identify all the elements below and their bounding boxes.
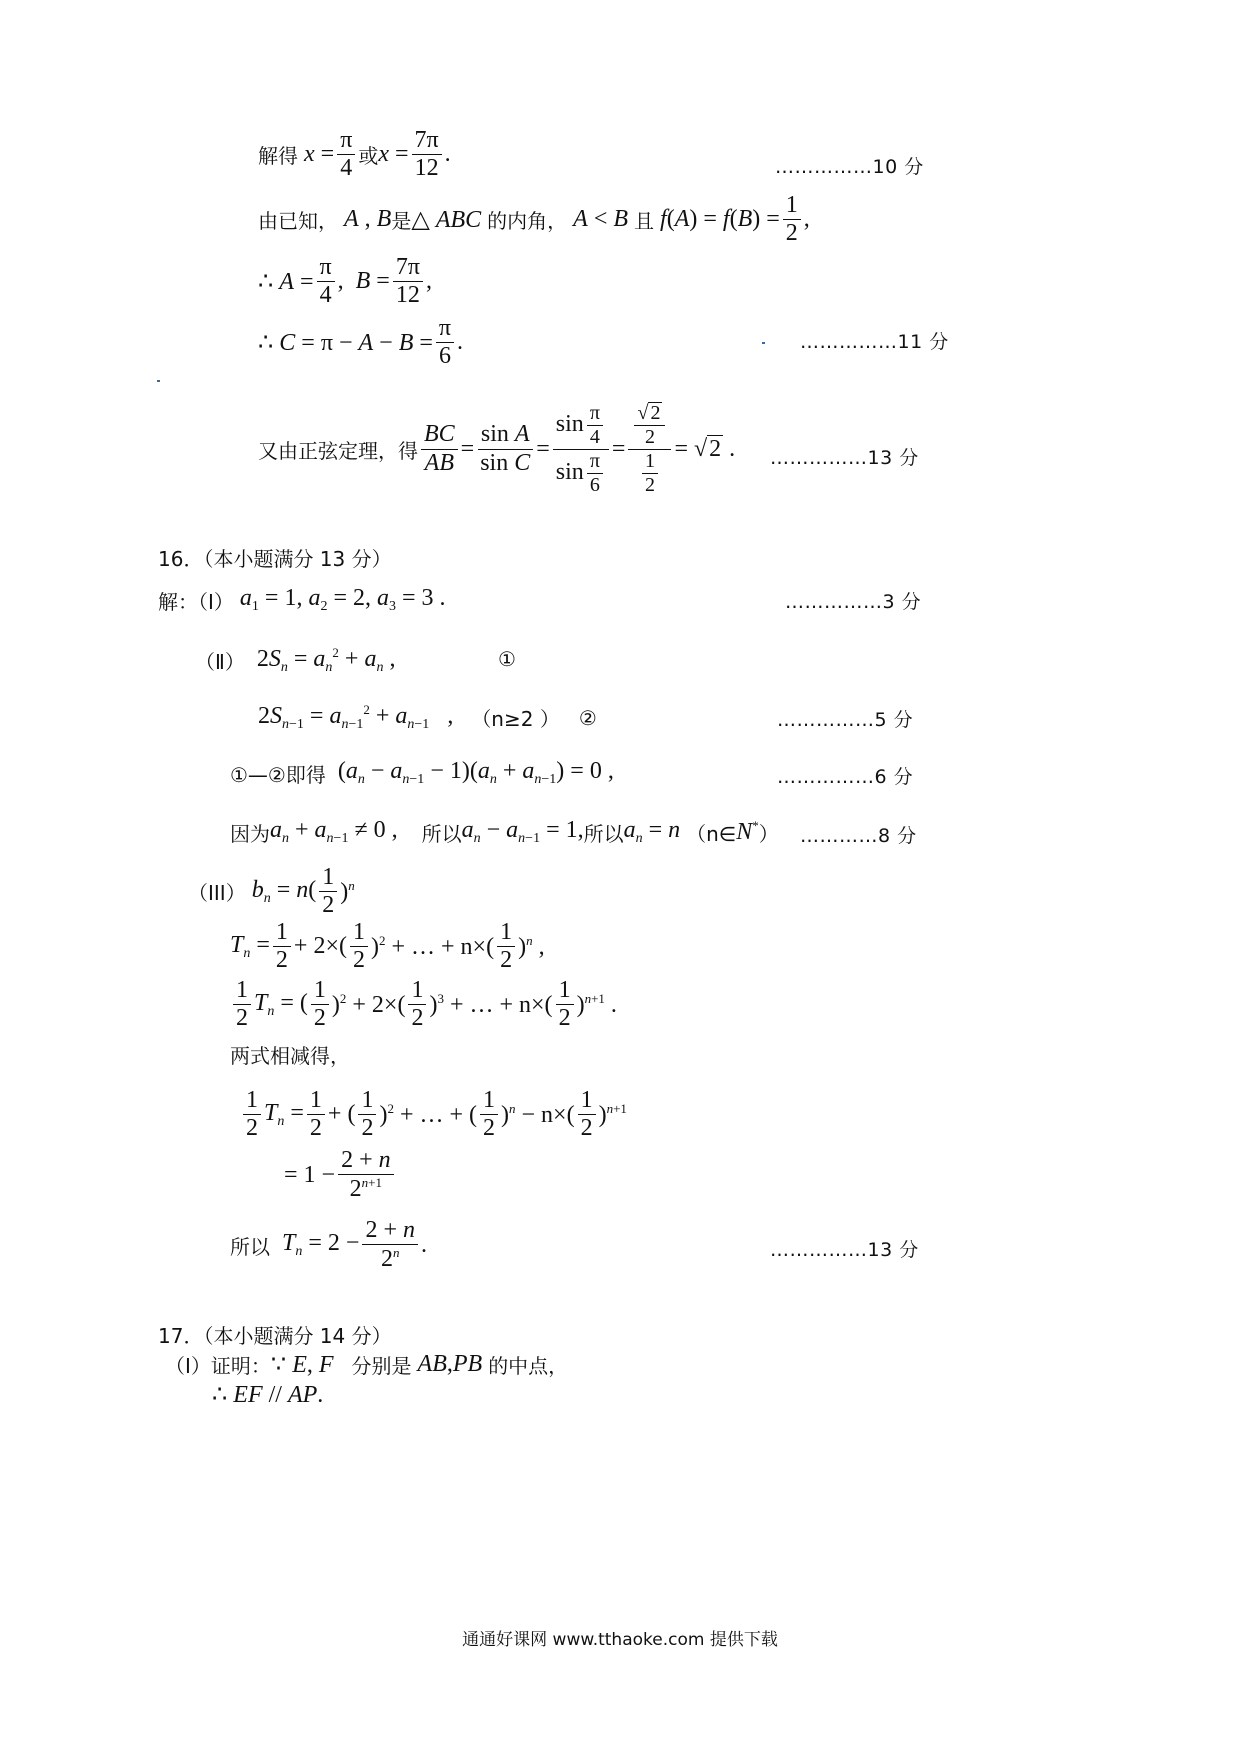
q15-l1-pre: 解得 xyxy=(258,144,298,169)
q15-score-10: ……………10 分 xyxy=(775,156,924,178)
fraction: $\frac{7\pi}{12}$ xyxy=(412,128,442,181)
q17-proof-end: 的中点， xyxy=(488,1354,569,1378)
q15-score-11: ……………11 分 xyxy=(800,331,949,353)
q16-so-1: 所以 xyxy=(421,821,462,846)
fraction: $\frac{1}{2}$ xyxy=(783,193,801,246)
fraction: $\frac{\pi}{4}$ xyxy=(317,255,335,308)
fraction: $\frac{1}{2}$ xyxy=(350,920,368,973)
fraction: $\frac{1}{2}$ xyxy=(273,920,291,973)
q16-part2-label: （Ⅱ） xyxy=(195,650,245,674)
q16-score-8: …………8 分 xyxy=(800,825,917,847)
q17-proof-mid: 分别是 xyxy=(351,1354,412,1378)
fraction: $\frac{7\pi}{12}$ xyxy=(393,255,423,308)
q16-part2-eq4: 因为 $a_n + a_{n-1} \ne 0$ , 所以 $a_n - a_{n-1} = 1$, 所以 $a_n = n$ （n∈ N* ） xyxy=(230,817,779,846)
q16-part3-diff: $\frac{1}{2}$ $T_n$ = $\frac{1}{2}$ + ( $\frac{1}{2}$ )$^2$ + … + ( $\frac{1}{2}$ )$^n$ − n×( $\frac{1}{2}$ )$^{n+1}$ xyxy=(240,1088,627,1141)
q15-l2-text-b: 是 xyxy=(391,209,412,234)
q15-line-1: 解得 x = $\frac{\pi}{4}$ 或 x = $\frac{7\pi}{12}$ . xyxy=(258,127,451,182)
fraction: √ 2 2 $\frac{1}{2}$ xyxy=(628,402,671,496)
fraction: $\frac{2 + n}{2^n}$ xyxy=(362,1218,418,1272)
q15-line-2: 由已知， A , B 是 △ ABC 的内角， A < B 且 f(A) = f(B) = $\frac{1}{2}$ , xyxy=(258,192,810,247)
fraction: $\frac{1}{2}$ xyxy=(243,1088,261,1141)
fraction: $\frac{2 + n}{2^{n+1}}$ xyxy=(338,1148,394,1202)
fraction: $\frac{\text{sin A}}{\text{sin C}}$ xyxy=(477,422,533,475)
q16-score-13: ……………13 分 xyxy=(770,1239,919,1261)
q16-part2-eq2: $2S_{n-1} = a_{n-1}^2 + a_{n-1}$ , （n≥2 ） ② xyxy=(258,702,597,732)
q16-part3-halfTn: $\frac{1}{2}$ $T_n$ = ( $\frac{1}{2}$ )$^2$ + 2×( $\frac{1}{2}$ )$^3$ + … + n×( $\frac{1}{2}$ )$^{n+1}$ . xyxy=(230,978,617,1031)
q16-minus-label: ①—②即得 xyxy=(230,762,326,787)
q16-circle-1: ① xyxy=(498,647,516,671)
scan-dot xyxy=(157,380,160,382)
q16-part3-label: （III） xyxy=(188,881,246,906)
fraction: $\frac{BC}{AB}$ xyxy=(421,422,458,475)
q17-proof-label: （Ⅰ）证明： xyxy=(165,1354,271,1378)
q16-domain-end: ） xyxy=(758,821,779,846)
q15-line-4: ∴ C = π − A − B = $\frac{\pi}{6}$ . xyxy=(258,315,464,370)
q15-l5-text: 又由正弦定理，得 xyxy=(258,438,418,463)
q16-part3-final: 所以 $T_n = 2$ − $\frac{2 + n}{2^n}$ . xyxy=(230,1217,427,1273)
q16-part3-bn: （III） $b_n = n$( $\frac{1}{2}$ )$^n$ xyxy=(188,864,355,919)
q16-part2-eq3: ①—②即得 $(a_n - a_{n-1} - 1)(a_n + a_{n-1}) = 0$ , xyxy=(230,758,614,787)
q16-part3-Tn: $T_n$ = $\frac{1}{2}$ + 2×( $\frac{1}{2}$ )$^2$ + … + n×( $\frac{1}{2}$ )$^n$ , xyxy=(230,919,545,974)
q17-proof-line-2: ∴ EF // AP. xyxy=(212,1382,324,1408)
q15-l1-or: 或 xyxy=(358,144,379,169)
q16-score-5: ……………5 分 xyxy=(777,709,914,731)
q15-l2-text-c: 的内角， xyxy=(487,209,568,234)
fraction: $\frac{1}{2}$ xyxy=(311,978,329,1031)
fraction: $\frac{1}{2}$ xyxy=(408,978,426,1031)
q16-part3-result: = 1 − $\frac{2 + n}{2^{n+1}}$ xyxy=(284,1148,397,1202)
fraction: $\frac{\pi}{6}$ xyxy=(436,316,454,369)
q16-part2-eq1: （Ⅱ） $2S_n = a_n^2 + a_n$ , xyxy=(195,645,396,675)
fraction: $\frac{1}{2}$ xyxy=(307,1088,325,1141)
fraction: $\frac{1}{2}$ xyxy=(578,1088,596,1141)
fraction: $\frac{1}{2}$ xyxy=(497,920,515,973)
q17-proof-line-1: （Ⅰ）证明： ∵ E, F 分别是 AB,PB 的中点， xyxy=(165,1351,569,1378)
q16-so-final: 所以 xyxy=(230,1234,270,1259)
q16-heading: 16．（本小题满分 13 分） xyxy=(158,547,392,571)
page-footer: 通通好课网 www.tthaoke.com 提供下载 xyxy=(462,1630,778,1650)
fraction: sin $\frac{\pi}{4}$ sin $\frac{\pi}{6}$ xyxy=(553,403,609,496)
q16-domain: （n∈ xyxy=(686,821,737,846)
fraction: $\frac{1}{2}$ xyxy=(556,978,574,1031)
q16-subtract-text: 两式相减得， xyxy=(230,1044,350,1068)
q16-score-6: ……………6 分 xyxy=(777,766,914,788)
q17-heading: 17．（本小题满分 14 分） xyxy=(158,1324,392,1348)
fraction: $\frac{\pi}{4}$ xyxy=(337,128,355,181)
q16-so-2: 所以 xyxy=(583,821,624,846)
fraction: $\frac{1}{2}$ xyxy=(233,978,251,1031)
q15-l1-formula-b: x = xyxy=(378,141,409,168)
q15-line-5: 又由正弦定理，得 $\frac{BC}{AB}$ = $\frac{\text{sin A}}{\text{sin C}}$ = sin $\frac{\pi}{4}$ sin $\frac{\pi}{6}$ = √ 2 2 $\frac{1}{2}$ = √ 2 . xyxy=(258,401,736,496)
q16-condition: （n≥2 ） xyxy=(471,707,560,731)
q16-because: 因为 xyxy=(230,821,270,846)
q15-l1-formula-a: x = xyxy=(304,141,335,168)
fraction: $\frac{1}{2}$ xyxy=(319,865,337,918)
q15-l2-text-a: 由已知， xyxy=(258,209,338,234)
scan-dot xyxy=(762,342,765,344)
fraction: $\frac{1}{2}$ xyxy=(480,1088,498,1141)
q16-sol-label: 解：（Ⅰ） xyxy=(158,589,234,614)
q16-circle-2: ② xyxy=(578,705,597,730)
q15-score-13: ……………13 分 xyxy=(770,447,919,469)
fraction: $\frac{1}{2}$ xyxy=(358,1088,376,1141)
q16-score-3: ……………3 分 xyxy=(785,591,922,613)
q16-part1: 解：（Ⅰ） $a_1 = 1$, $a_2 = 2$, $a_3 = 3$ . xyxy=(158,585,446,614)
q15-line-3: ∴ A = $\frac{\pi}{4}$ , B = $\frac{7\pi}{12}$ , xyxy=(258,254,432,309)
q15-l2-text-d: 且 xyxy=(634,209,655,234)
